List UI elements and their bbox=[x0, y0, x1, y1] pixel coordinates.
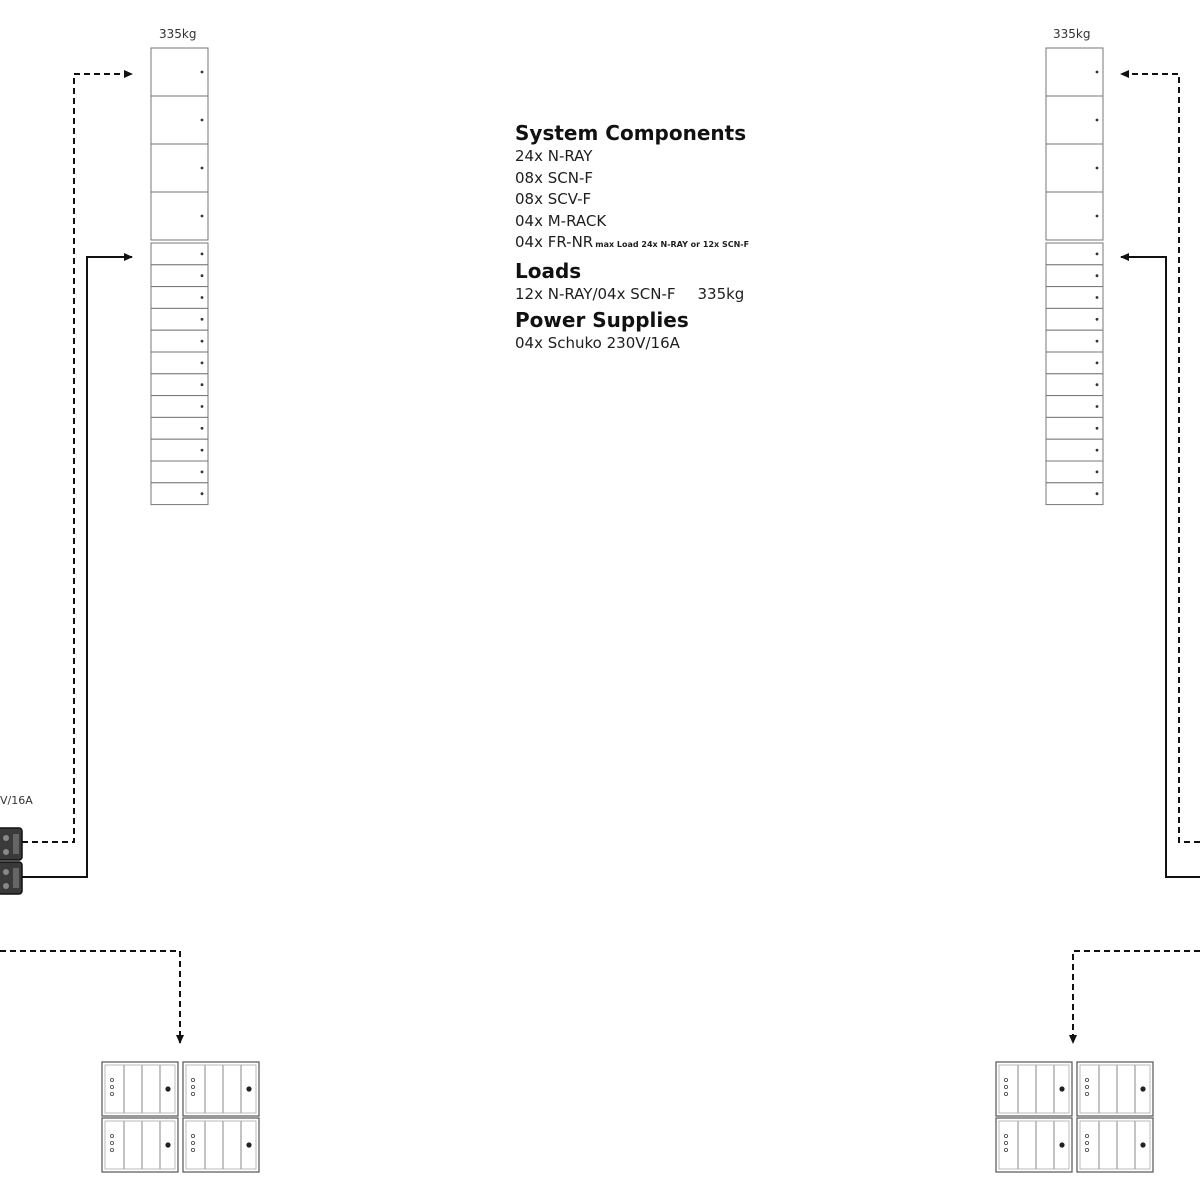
cabinet-dot bbox=[1096, 253, 1099, 256]
line-array-cabinet bbox=[1046, 461, 1103, 483]
cabinet-dot bbox=[201, 215, 204, 218]
line-array-cabinet bbox=[1046, 352, 1103, 374]
line-array-cabinet bbox=[1046, 243, 1103, 265]
cabinet-dot bbox=[1096, 362, 1099, 365]
left-sub-cable bbox=[0, 951, 180, 1043]
right-sub-cable bbox=[1073, 951, 1200, 1043]
subwoofer-cabinet bbox=[183, 1062, 259, 1116]
subwoofer-cabinet bbox=[102, 1118, 178, 1172]
right-lower-cabinets bbox=[1046, 243, 1103, 505]
power-supply-item: 04x Schuko 230V/16A bbox=[515, 334, 680, 352]
upper-cabinet bbox=[1046, 192, 1103, 240]
left-dashed-signal-cable bbox=[22, 74, 132, 842]
cabinet-dot bbox=[1096, 318, 1099, 321]
component-item bbox=[515, 232, 835, 256]
subwoofer-cabinet bbox=[996, 1062, 1072, 1116]
left-lower-cabinets bbox=[151, 243, 208, 505]
cabinet-dot bbox=[201, 340, 204, 343]
cabinet-dot bbox=[201, 167, 204, 170]
component-item: 08x SCN-F bbox=[515, 168, 593, 187]
right-subwoofer-stack bbox=[996, 1062, 1153, 1172]
line-array-cabinet bbox=[1046, 483, 1103, 505]
left-subwoofer-stack bbox=[102, 1062, 259, 1172]
upper-cabinet bbox=[1046, 48, 1103, 96]
cabinet-dot bbox=[201, 119, 204, 122]
line-array-cabinet bbox=[151, 243, 208, 265]
line-array-cabinet bbox=[1046, 439, 1103, 461]
line-array-cabinet bbox=[1046, 308, 1103, 330]
cabinet-dot bbox=[201, 492, 204, 495]
line-array-cabinet bbox=[151, 287, 208, 309]
left-solid-power-cable bbox=[22, 257, 132, 877]
right-dashed-signal-cable bbox=[1121, 74, 1200, 842]
cabinet-dot bbox=[1096, 383, 1099, 386]
cabinet-dot bbox=[1096, 427, 1099, 430]
system-components-title: System Components bbox=[515, 121, 747, 145]
cabinet-dot bbox=[201, 471, 204, 474]
cabinet-dot bbox=[1096, 471, 1099, 474]
line-array-cabinet bbox=[1046, 374, 1103, 396]
line-array-cabinet bbox=[151, 396, 208, 418]
upper-cabinet bbox=[151, 48, 208, 96]
fr-nr-note: max Load 24x N-RAY or 12x SCN-F bbox=[595, 240, 750, 249]
upper-cabinet bbox=[1046, 144, 1103, 192]
upper-cabinet bbox=[1046, 96, 1103, 144]
line-array-cabinet bbox=[151, 265, 208, 287]
component-item: 24x N-RAY bbox=[515, 147, 593, 165]
subwoofer-cabinet bbox=[1077, 1118, 1153, 1172]
load-item bbox=[515, 284, 835, 306]
line-array-cabinet bbox=[151, 483, 208, 505]
loads-title: Loads bbox=[515, 258, 582, 283]
cabinet-dot bbox=[201, 362, 204, 365]
cabinet-dot bbox=[1096, 296, 1099, 299]
line-array-cabinet bbox=[151, 374, 208, 396]
line-array-cabinet bbox=[1046, 417, 1103, 439]
left-upper-cabinets bbox=[151, 48, 208, 240]
upper-cabinet bbox=[151, 144, 208, 192]
cabinet-dot bbox=[201, 405, 204, 408]
subwoofer-cabinet bbox=[996, 1118, 1072, 1172]
cabinet-dot bbox=[1096, 274, 1099, 277]
load-item-label: 12x N-RAY/04x SCN-F bbox=[515, 284, 676, 303]
line-array-cabinet bbox=[151, 461, 208, 483]
component-item: 08x SCV-F bbox=[515, 190, 592, 208]
line-array-cabinet bbox=[151, 439, 208, 461]
cabinet-dot bbox=[201, 427, 204, 430]
right-upper-cabinets bbox=[1046, 48, 1103, 240]
cabinet-dot bbox=[1096, 340, 1099, 343]
upper-cabinet bbox=[151, 96, 208, 144]
component-item: 04x M-RACK bbox=[515, 211, 607, 230]
cabinet-dot bbox=[1096, 492, 1099, 495]
right-array-weight: 335kg bbox=[1053, 27, 1091, 41]
cabinet-dot bbox=[201, 274, 204, 277]
line-array-cabinet bbox=[151, 308, 208, 330]
power-rack bbox=[0, 828, 22, 894]
line-array-cabinet bbox=[151, 352, 208, 374]
cabinet-dot bbox=[1096, 167, 1099, 170]
right-solid-power-cable bbox=[1121, 257, 1200, 877]
cabinet-dot bbox=[1096, 405, 1099, 408]
power-supplies-title: Power Supplies bbox=[515, 308, 689, 332]
cabinet-dot bbox=[201, 318, 204, 321]
cabinet-dot bbox=[1096, 449, 1099, 452]
cabinet-dot bbox=[1096, 71, 1099, 74]
cabinet-dot bbox=[1096, 215, 1099, 218]
cabinet-dot bbox=[201, 253, 204, 256]
component-item-label: 04x FR-NR bbox=[515, 233, 594, 251]
power-label: V/16A bbox=[0, 794, 33, 807]
line-array-cabinet bbox=[151, 330, 208, 352]
subwoofer-cabinet bbox=[102, 1062, 178, 1116]
subwoofer-cabinet bbox=[183, 1118, 259, 1172]
right-speaker-array bbox=[1046, 48, 1103, 505]
cabinet-dot bbox=[201, 383, 204, 386]
upper-cabinet bbox=[151, 192, 208, 240]
line-array-cabinet bbox=[1046, 287, 1103, 309]
line-array-cabinet bbox=[1046, 265, 1103, 287]
subwoofer-cabinet bbox=[1077, 1062, 1153, 1116]
line-array-cabinet bbox=[1046, 396, 1103, 418]
cabinet-dot bbox=[1096, 119, 1099, 122]
cabinet-dot bbox=[201, 449, 204, 452]
load-weight: 335kg bbox=[697, 284, 745, 303]
line-array-cabinet bbox=[151, 417, 208, 439]
line-array-cabinet bbox=[1046, 330, 1103, 352]
cabinet-dot bbox=[201, 296, 204, 299]
cabinet-dot bbox=[201, 71, 204, 74]
info-panel bbox=[515, 120, 835, 355]
left-speaker-array bbox=[151, 48, 208, 505]
left-array-weight: 335kg bbox=[159, 27, 197, 41]
